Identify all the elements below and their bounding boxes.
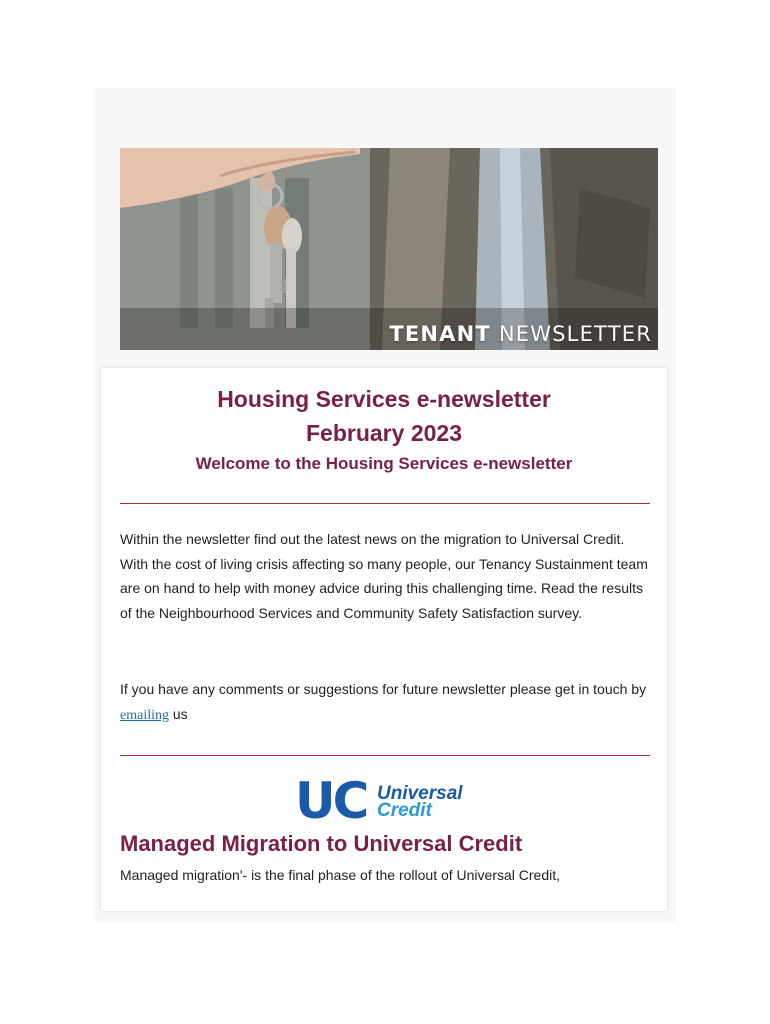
hero-caption — [389, 322, 652, 346]
content-card — [101, 368, 667, 911]
uc-logo-word-universal: Universal — [377, 783, 463, 804]
hero-caption-bold: TENANT — [389, 322, 491, 346]
contact-paragraph — [120, 677, 650, 728]
section-title: Managed Migration to Universal Credit — [120, 831, 523, 856]
section-paragraph: Managed migration'- is the final phase of the rollout of Universal Credit, — [120, 867, 561, 883]
hero-banner — [120, 148, 658, 350]
uc-logo-letters: UC — [295, 772, 367, 830]
newsletter-subtitle: Welcome to the Housing Services e-newsletter — [195, 454, 573, 473]
universal-credit-logo — [295, 772, 477, 830]
divider-top — [120, 503, 650, 504]
hero-caption-rest: NEWSLETTER — [490, 322, 652, 346]
newsletter-title: Housing Services e-newsletter — [217, 386, 551, 412]
contact-text-after: us — [169, 705, 188, 722]
divider-bottom — [120, 755, 650, 756]
keys-photo-icon — [120, 148, 658, 350]
uc-logo-word-credit: Credit — [377, 800, 432, 821]
intro-paragraph: Within the newsletter find out the latest news on the migration to Universal Credit. With the cost of living crisis affecting so many people, our Tenancy Sustainment team are on hand to help with money advice during this challenging time. Read the results of the Neighbourhood Services and Community Safety Satisfaction survey. — [120, 531, 648, 621]
newsletter-date: February 2023 — [306, 420, 462, 446]
contact-text-before: If you have any comments or suggestions for future newsletter please get in touch by — [120, 681, 647, 697]
emailing-link[interactable]: emailing — [120, 707, 169, 723]
